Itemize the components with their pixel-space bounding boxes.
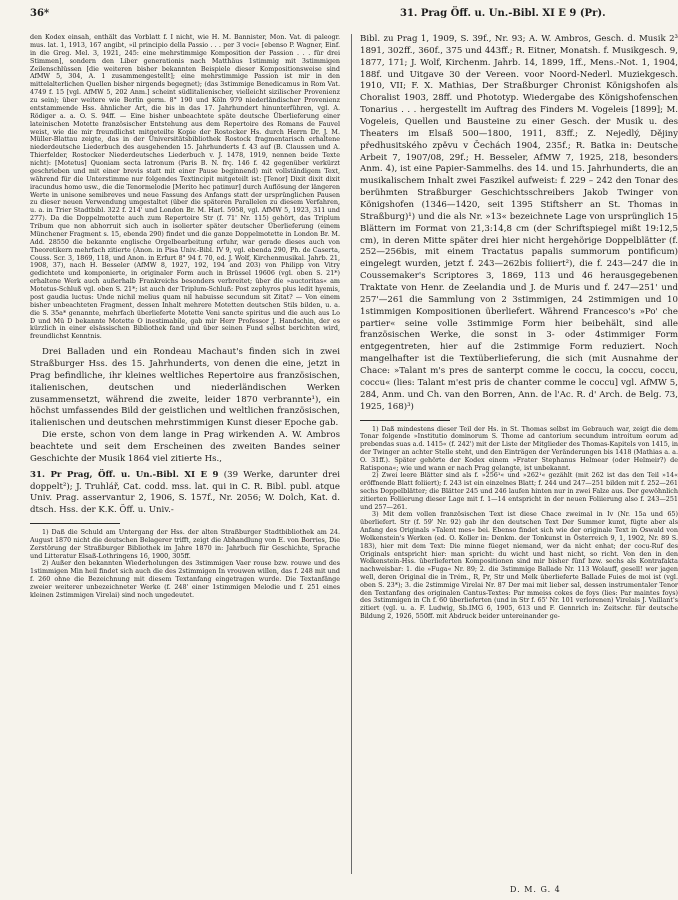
main-paragraph-1: Drei Balladen und ein Rondeau Machaut's finden sich in zwei Straßburger Hss. des 15. Jahrhunderts, von denen die eine, jetzt in Prag befindliche, ihr kleines weltliches Repertoire aus französischen, italienischen, deutschen und niederländischen Werken zusammensetzt, während die zweite, leider 1870 verbrannte¹), ein höchst umfassendes Bild der geistlichen und weltlichen französischen, italienischen und deutschen mehrstimmigen Kunst dieser Epoche gab. — [30, 347, 340, 429]
manuscript-entry-title: 31. Pr Prag, Öff. u. Un.-Bibl. XI E 9 — [30, 469, 219, 480]
signature-mark: D. M. G. 4 — [510, 885, 561, 894]
manuscript-entry-body: (39 Werke, darunter drei doppelt²); J. Truhlář, Cat. codd. mss. lat. qui in C. R. Bibl. publ. atque Univ. Prag. asservantur 2, 1906, S. 157f., Nr. 2056; W. Dolch, Kat. d. dtsch. Hss. der K.K. Öff. u. Univ.- — [30, 469, 340, 516]
main-paragraph-right: Bibl. zu Prag 1, 1909, S. 39f., Nr. 93; A. W. Ambros, Gesch. d. Musik 2³ 1891, 302ff., 360f., 375 und 443ff.; R. Eitner, Monatsh. f. Musikgesch. 9, 1877, 171; J. Wolf, Kirchenm. Jahrb. 14, 1899, 1ff., Mens.-Not. 1, 1904, 188f. und Uitgave 30 der Vereen. voor Noord-Nederl. Muziekgesch. 1910, VII; F. X. Mathias, Der Straßburger Chronist Königshofen als Choralist 1903, 28ff. und Phototyp. Wiedergabe des Königshofenschen Tonarius . . . hergestellt im Auftrag des Finders M. Vogeleis [1899]; M. Vogeleis, Quellen und Bausteine zu einer Gesch. der Musik u. des Theaters im Elsaß 500—1800, 1911, 83ff.; Z. Nejedlý, Dějiny předhusitského zpěvu v Čechách 1904, 235f.; R. Batka in: Deutsche Arbeit 7, 1907/08, 29f.; H. Besseler, AfMW 7, 1925, 218, besonders Anm. 4), ist eine Papier-Sammelhs. des 14. und 15. Jahrhunderts, die an musikalischem Inhalt zwei Faszikel aufweist: f. 229 – 242 den Tonar des berühmten Straßburger Geschichtsschreibers Jakob Twinger von Königshofen (1346—1420, seit 1395 Stiftsherr an St. Thomas in Straßburg)¹) und die als Nr. »13« bezeichnete Lage von ursprünglich 15 Blättern im Format von 21,3:14,8 cm (der Schriftspiegel mißt 19:12,5 cm), in deren Mitte später drei hier nicht hergehörige Doppelblätter (f. 252—256bis, mit einem Tractatus papalis summorum pontificum) eingelegt wurden, jetzt f. 243—262bis foliiert²), die f. 243—247 die in Coussemaker's Scriptores 3, 1869, 113 und 46 herausgegebenen Traktate von Henr. de Zeelandia und J. de Muris und f. 247—251' und 257'—261 die Sammlung von 2 3stimmigen, 24 2stimmigen und 10 1stimmigen Kompositionen überliefert. Während Francesco's »Po' che partier« seine volle 3stimmige Form hier beibehält, sind alle französischen Werke, die sonst in 3- oder 4stimmiger Form entgegentreten, hier auf die 2stimmige Form reduziert. Noch mangelhafter ist die Textüberlieferung, die sich (mit Ausnahme der Chace: »Talant m's pres de santerpt comme le coccu, la coccu, coccu, coccu« (lies: Talant m'est pris de chanter comme le coccu] vgl. AfMW 5, 284, Anm. und Ch. van den Borren, Ann. de l'Ac. R. d' Arch. de Belg. 73, 1925, 168)³) — [360, 34, 678, 412]
right-column — [360, 34, 678, 621]
footnote-continuation: den Kodex einsah, enthält das Vorblatt f. I nicht, wie H. M. Bannister, Mon. Vat. di paleogr. mus. lat. 1, 1913, 167 angibt, »il principio della Passio . . . per 3 voci« [ebenso P. Wagner, Einf. in die Greg. Mel. 3, 1921, 245: eine mehrstimmige Komposition der Passion . . . für drei Stimmen], sondern den Liber generationis nach Matthäus 1stimmig mit 3stimmigen Zeilenschlüssen [die weiteren bisher bekannten Beispiele dieser Kompositionsweise sind AfMW 5, 304, A. 1 zusammengestellt]; eine mehrstimmige Passion ist mir in den mittelalterlichen Quellen bisher nirgends begegnet); (das 3stimmige Benedicamus in Rom Vat. 4749 f. 15 [vgl. AfMW 5, 202 Anm.] scheint südlitalienischer, vielleicht sizilischer Provenienz zu sein); über weitere wie Berlin germ. 8° 190 und Köln 979 niederländischer Provenienz entstammende Hss. ähnlicher Art, die bis in das 17. Jahrhundert hinunterführen, vgl. A. Rödiger a. a. O. S. 94ff. — Eine bisher unbeachtete späte deutsche Überlieferung einer lateinischen Motette französischer Entstehung aus dem Repertoire des Romans de Fauvel weist, wie die mir freundlichst mitgeteilte Kopie der Rostocker Hs. durch Herrn Dr. J. M. Müller-Blattau zeigte, das in der Universitätsbibliothek Rostock fragmentarisch erhaltene niederdeutsche Liederbuch des ausgehenden 15. Jahrhunderts f. 43 auf (B. Claussen und A. Thierfelder, Rostocker Niederdeutsches Liederbuch v. J. 1478, 1919, nennen beide Texte nicht): [Motetus] Quoniam secta latronum (Paris B. N. frç. 146 f. 42 gegenüber verkürzt geschrieben und mit einer brevis statt mit einer Pause beginnend) mit vollständigem Text, während für die Unterstimme nur folgendes Textincipit mitgeteilt ist: [Tenor] Dixit dixit dixit iracundus homo usw., die die Tenormelodie [Merito hec patimur] durch Auflösung der längeren Werte in unisone semibreves und neue Fassung des Anfangs statt der ursprünglichen Pausen zu dieser neuen Verwendung umgestaltet (über die späteren Parallelen zu diesem Verfahren, u. a. in Trier Stadtbibl. 322 f. 214' und London Br. M. Harl. 5958, vgl. AfMW 5, 1923, 311 und 277). Da die Doppelmotette auch zum Repertoire Str (f. 71' Nr. 115) gehört, das Triplum Tribum que non abhorruit sich auch in isolierter später deutscher Überlieferung (einem Münchener Fragment s. 15, ebenda 290) findet und die ganze Doppelmotette in London Br. M. Add. 28550 die bekannte englische Orgelbearbeitung erfuhr, war gerade dieses auch von Theoretikern mehrfach zitierte (Anon. in Pisa Univ.-Bibl. IV 9, vgl. ebenda 290, Ph. de Caserta, Couss. Scr. 3, 1869, 118, und Anon. in Erfurt 8° 94 f. 70, ed. J. Wolf, Kirchenmusikal. Jahrb. 21, 1908, 37), nach H. Besseler (AfMW 8, 1927, 192, 194 and 203) von Philipp von Vitry gedichtete und komponierte, in originaler Form auch in Brüssel 19606 (vgl. oben S. 21*) erhaltene Werk auch außerhalb Frankreichs besonders verbreitet; über die »auctoritas« am Motetus-Schluß vgl. oben S. 21*; ist auch der Triplum-Schluß: Post zephyros plus ledit hyemis, post gaudia luctus: Unde nichil melius quam nil habuisse secundum sit Zitat? — Von einem bisher unbeachteten Fragment, dessen Inhalt mehrere Motetten deutschen Stils bilden, u. a. die S. 35a* genannte, mehrfach überlieferte Motette Veni sancte spiritus und die auch aus Lo D und Mü D bekannte Motette O inestimabile, gab mir Herr Professor J. Handschin, der es kürzlich in einer elsässischen Bibliothek fand und über seinen Fund selbst berichten wird, freundlichst Kenntnis. — [30, 33, 340, 341]
running-title: 31. Prag Öff. u. Un.-Bibl. XI E 9 (Pr). — [400, 8, 606, 19]
page-header — [30, 8, 648, 28]
manuscript-entry — [30, 470, 340, 517]
footnote-right-3: 3) Mit dem vollen französischen Text ist diese Chace zweimal in Iv (Nr. 15a und 65) überliefert. Str (f. 59' Nr. 92) gab ihr den deutschen Text Der Summer kumt, fügte aber als Anfang des Originals »Talent mes« bei. Ebenso findet sich wie der originale Text in Oswald von Wolkenstein's Werken (ed. O. Koller in: Denkm. der Tonkunst in Österreich 9, 1, 1902, Nr. 89 S. 183), hier mit dem Text: Die minne füeget niemand, wer da nicht enhat; der cocu-Ruf des Originals entspricht hier: man spricht: du wicht und hast nicht, so richt. Von den in den Wolkenstein-Hss. überlieferten Kompositionen sind mir bisher fünf bzw. sechs als Kontrafakta nachweisbar: 1. die »Fuga« Nr. 89; 2. die 3stimmige Ballade Nr. 113 Wolauff, gesell! wer jagen well, deren Original die in Trém., R, Pr, Str und Melk überlieferte Ballade Fuies de moi ist (vgl. oben S. 23*); 3. die 2stimmige Virelai Nr. 87 Der mai mit lieber sal, dessen instrumentaler Tenor den Textanfang des originalen Cantus-Textes: Par mmeiss cokes de foys (lies: Par maintes foys) des 3stimmigen in Ch f. 60 überlieferten (und in Str f. 65' Nr. 101 verlorenen) Virelais J. Vaillant's zitiert (vgl. u. a. F. Ludwig, Sb.IMG 6, 1905, 613 und F. Gennrich in: Zeitschr. für deutsche Bildung 2, 1926, 550ff. mit Abdruck beider untereinander ge- — [360, 510, 678, 620]
column-divider — [351, 34, 352, 874]
footnote-rule-right — [360, 420, 450, 421]
footnote-right-2: 2) Zwei leere Blätter sind als f. »256¹« und »262¹« gezählt (mit 262 ist das den Teil »14« eröffnende Blatt foliiert); f. 243 ist ein einzelnes Blatt; f. 244 und 247—251 bilden mit f. 252—261 sechs Doppelblätter; die Blätter 245 und 246 laufen hinten nur in zwei Falze aus. Der gewöhnlich zitierten Foliierung dieser Lage mit f. 1—14 entspricht in der neuen Foliierung also f. 243—251 und 257—261. — [360, 471, 678, 511]
main-paragraph-2: Die erste, schon von dem lange in Prag wirkenden A. W. Ambros beachtete und seit dem Erscheinen des zweiten Bandes seiner Geschichte der Musik 1864 viel zitierte Hs., — [30, 430, 340, 464]
left-column — [30, 34, 340, 599]
page-number: 36* — [30, 8, 50, 19]
footnote-rule — [30, 523, 120, 524]
footnote-1: 1) Daß die Schuld am Untergang der Hss. der alten Straßburger Stadtbibliothek am 24. August 1870 nicht die deutschen Belagerer trifft, zeigt die Abhandlung von E. von Borries, Die Zerstörung der Straßburger Bibliothek im Jahre 1870 in: Jahrbuch für Geschichte, Sprache und Litteratur Elsaß-Lothringens 16, 1900, 305ff. — [30, 528, 340, 560]
footnote-right-1: 1) Daß mindestens dieser Teil der Hs. in St. Thomas selbst im Gebrauch war, zeigt die dem Tonar folgende »Institutio dominorum S. Thome ad cantorium secundum introitum eorum ad prebendas suas a.d. 1415« (f. 242') mit der Liste der Mitglieder des Thomas-Kapitels von 1415, in der Twinger an achter Stelle steht, und den Einträgen der Veränderungen bis 1418 (Mathias a. a. O. 31ff.). Später gehörte der Kodex einem »Frater Stephanus Helmear (oder Helmeir?) de Ratispona«; wie und wann er nach Prag gelangte, ist unbekannt. — [360, 424, 678, 472]
footnote-2: 2) Außer den bekannten Wiederholungen des 3stimmigen Vaer rouse bzw. rouwe und des 1stimmigen Min heil findet sich auch die des 2stimmigen In vrouwen willen, das f. 248 mit und f. 260 ohne die Bezeichnung mit diesem Textanfang eingetragen wurde. Die Textanfänge zweier weiterer unbezeichneter Werke (f. 248' einer 1stimmigen Melodie und f. 251 eines kleinen 2stimmigen Virelai) sind noch ungedeutet. — [30, 559, 340, 599]
